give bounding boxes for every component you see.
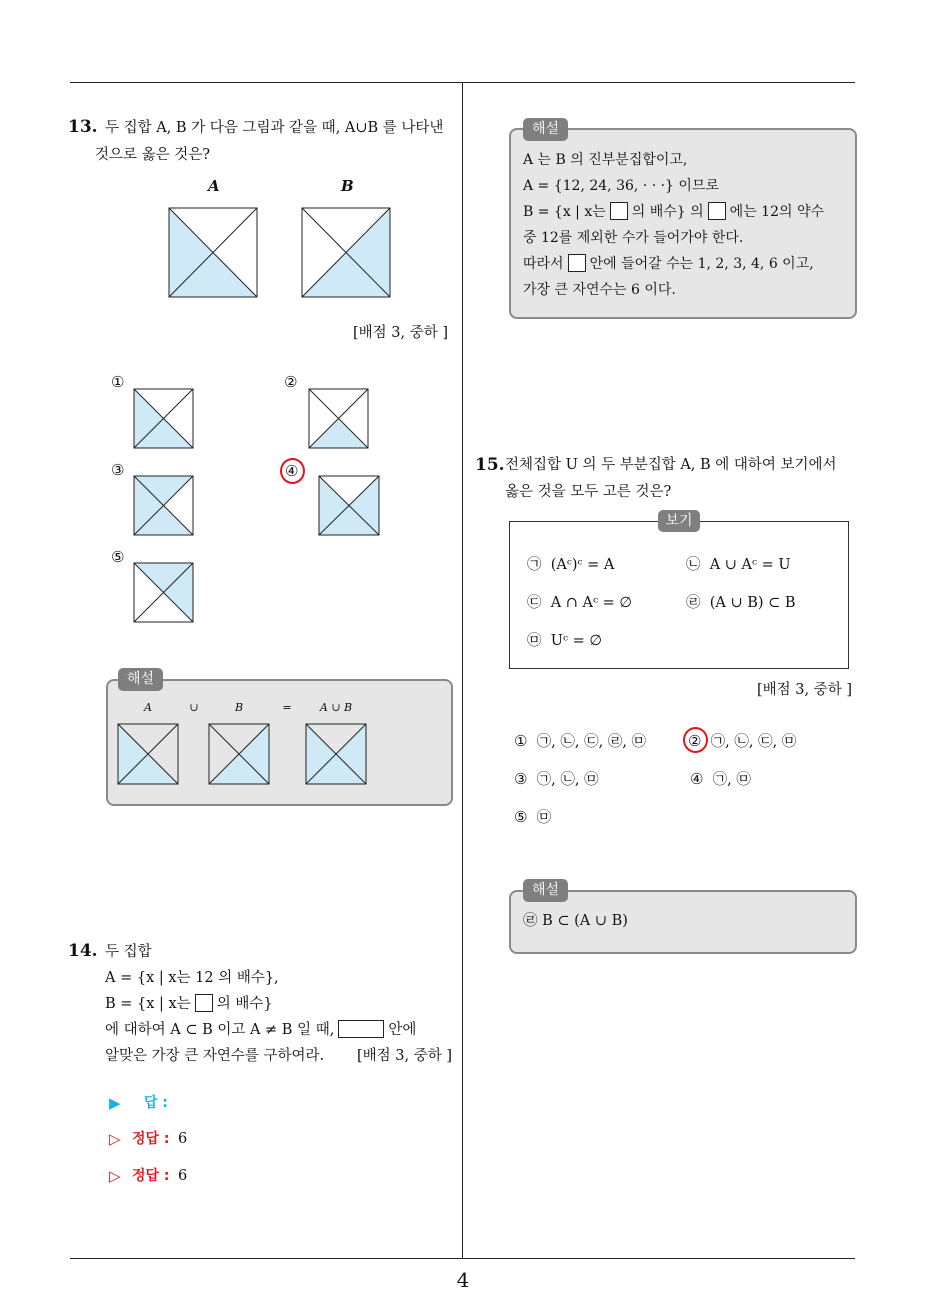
set-b-diagram: [302, 208, 390, 297]
q15-option-5[interactable]: [514, 807, 551, 828]
q14-line3-after: 의 배수}: [216, 996, 273, 1012]
bogi-item-text: A ∩ Aᶜ = ∅: [550, 595, 633, 611]
q15-option-marker[interactable]: ③: [514, 770, 528, 788]
explanation-label-a: A: [144, 701, 152, 714]
blank-box: [568, 254, 586, 272]
exp14-line5-part1: 따라서: [523, 256, 564, 272]
set-a-diagram: [169, 208, 257, 297]
q15-score: [배점 3, 중하 ]: [756, 682, 852, 698]
q13-option-5-marker[interactable]: ⑤: [111, 548, 125, 566]
q15-text-line2: 옳은 것을 모두 고른 것은?: [505, 484, 672, 500]
exp14-line3-part2: 의 배수} 의: [631, 204, 704, 220]
blank-box: [610, 202, 628, 220]
bogi-item-marker: ㉡: [686, 557, 701, 573]
exp14-line1: A 는 B 의 진부분집합이고,: [523, 152, 688, 168]
q14-text-line3: [105, 994, 273, 1014]
page-number: 4: [456, 1268, 470, 1292]
correct-answer-triangle-icon: ▷: [109, 1130, 121, 1148]
correct-answer-value: 6: [178, 1131, 188, 1147]
figure-label-a: A: [208, 177, 220, 195]
q15-option-4[interactable]: [690, 769, 751, 790]
bogi-item-text: (A ∪ B) ⊂ B: [709, 595, 796, 611]
quadrant-square: [209, 724, 269, 784]
bogi-item-text: (Aᶜ)ᶜ = A: [550, 557, 615, 573]
q13-option-5-diagram[interactable]: [134, 563, 193, 622]
exp14-line3-part3: 에는 12의 약수: [729, 204, 825, 220]
q15-number: 15.: [475, 455, 505, 475]
q15-option-text[interactable]: ㉠, ㉡, ㉢, ㉤: [710, 734, 797, 750]
exp14-line4: 중 12를 제외한 수가 들어가야 한다.: [523, 230, 744, 246]
q13-number: 13.: [68, 117, 98, 137]
q13-option-2-marker[interactable]: ②: [284, 373, 298, 391]
q15-option-marker[interactable]: ②: [688, 732, 702, 750]
column-divider: [462, 82, 463, 1258]
explanation-diagram-b: [209, 724, 269, 784]
exp14-line5: [523, 254, 814, 274]
q14-line4-after: 안에: [388, 1022, 417, 1038]
answer-circle: [683, 727, 708, 753]
bogi-item-marker: ㉢: [527, 595, 542, 611]
exp14-line2: A = {12, 24, 36, · · ·} 이므로: [523, 178, 719, 194]
exp14-line3-part1: B = {x | x는: [523, 204, 606, 220]
explanation-diagram-union: [306, 724, 366, 784]
exp14-line5-part2: 안에 들어갈 수는 1, 2, 3, 4, 6 이고,: [589, 256, 814, 272]
bogi-item-text: A ∪ Aᶜ = U: [709, 557, 791, 573]
correct-answer-triangle-icon: ▷: [109, 1167, 121, 1185]
q15-explanation-text: ㉣ B ⊂ (A ∪ B): [523, 913, 628, 929]
quadrant-square: [134, 389, 193, 448]
q15-text-line1: 전체집합 U 의 두 부분집합 A, B 에 대하여 보기에서: [505, 457, 837, 473]
q13-text-line1: 두 집합 A, B 가 다음 그림과 같을 때, A∪B 를 나타낸: [105, 120, 444, 136]
quadrant-square: [319, 476, 379, 535]
q14-text-line1: 두 집합: [105, 944, 152, 960]
q13-explanation-tab: 해설: [118, 668, 163, 691]
bogi-item-marker: ㉤: [527, 633, 542, 649]
q14-line3-before: B = {x | x는: [105, 996, 191, 1012]
q14-text-line2: A = {x | x는 12 의 배수},: [105, 970, 279, 986]
bogi-item-1: [527, 555, 614, 575]
region-top: [309, 389, 368, 419]
explanation-diagram-a: [118, 724, 178, 784]
exp14-line6: 가장 큰 자연수는 6 이다.: [523, 282, 676, 298]
blank-box: [195, 994, 213, 1012]
explanation-label-union: ∪: [189, 701, 199, 714]
quadrant-square: [306, 724, 366, 784]
bogi-item-3: [527, 593, 632, 613]
q15-option-text[interactable]: ㉠, ㉡, ㉢, ㉣, ㉤: [536, 734, 647, 750]
explanation-label-b: B: [234, 701, 244, 714]
correct-answer-label: 정답 :: [132, 1131, 170, 1147]
answer-circle: [280, 458, 305, 484]
region-bottom-shaded: [309, 419, 368, 449]
correct-answer-label: 정답 :: [132, 1168, 170, 1184]
q15-option-marker[interactable]: ①: [514, 732, 528, 750]
explanation-label-equals: =: [282, 701, 292, 714]
answer-label[interactable]: 답 :: [144, 1095, 168, 1111]
q14-text-line5: 알맞은 가장 큰 자연수를 구하여라.: [105, 1048, 325, 1064]
q13-option-1-diagram[interactable]: [134, 389, 193, 448]
answer-triangle-icon: ▶: [109, 1094, 121, 1112]
figure-label-b: B: [341, 177, 354, 195]
q15-explanation-tab: 해설: [523, 879, 568, 902]
quadrant-square: [302, 208, 390, 297]
q13-option-3-marker[interactable]: ③: [111, 461, 125, 479]
q15-option-1[interactable]: [514, 731, 646, 752]
q15-option-3[interactable]: [514, 769, 599, 790]
bogi-item-5: [527, 631, 602, 651]
exp14-line3: [523, 202, 824, 222]
q15-option-text[interactable]: ㉠, ㉡, ㉤: [536, 772, 599, 788]
blank-box: [708, 202, 726, 220]
q14-line4-before: 에 대하여 A ⊂ B 이고 A ≠ B 일 때,: [105, 1022, 335, 1038]
quadrant-square: [118, 724, 178, 784]
answer-blank-box: [338, 1020, 384, 1038]
q15-option-marker[interactable]: ④: [690, 770, 704, 788]
correct-answer-value: 6: [178, 1168, 188, 1184]
q13-option-1-marker[interactable]: ①: [111, 373, 125, 391]
q13-option-2-diagram[interactable]: [309, 389, 368, 448]
bogi-item-text: Uᶜ = ∅: [550, 633, 602, 649]
q13-score: [배점 3, 중하 ]: [352, 325, 448, 341]
q14-explanation-tab: 해설: [523, 118, 568, 141]
bogi-item-marker: ㉠: [527, 557, 542, 573]
q14-score: [배점 3, 중하 ]: [356, 1048, 452, 1064]
q15-option-text[interactable]: ㉤: [536, 810, 552, 826]
q13-option-3-diagram[interactable]: [134, 476, 193, 535]
q15-option-marker[interactable]: ⑤: [514, 808, 528, 826]
bogi-item-2: [686, 555, 791, 575]
quadrant-square: [134, 476, 193, 535]
bottom-rule: [70, 1258, 855, 1259]
quadrant-square: [169, 208, 257, 297]
quadrant-square: [309, 389, 368, 448]
bogi-item-marker: ㉣: [686, 595, 701, 611]
bogi-item-4: [686, 593, 796, 613]
q13-option-4-diagram[interactable]: [319, 476, 379, 535]
q13-option-4-marker[interactable]: ④: [285, 462, 299, 480]
q13-text-line2: 것으로 옳은 것은?: [95, 147, 211, 163]
q14-number: 14.: [68, 941, 98, 961]
q15-option-text[interactable]: ㉠, ㉤: [712, 772, 751, 788]
bogi-tab: 보기: [658, 510, 700, 532]
q14-text-line4: [105, 1020, 416, 1040]
quadrant-square: [134, 563, 193, 622]
explanation-label-a-union-b: A ∪ B: [319, 701, 353, 714]
